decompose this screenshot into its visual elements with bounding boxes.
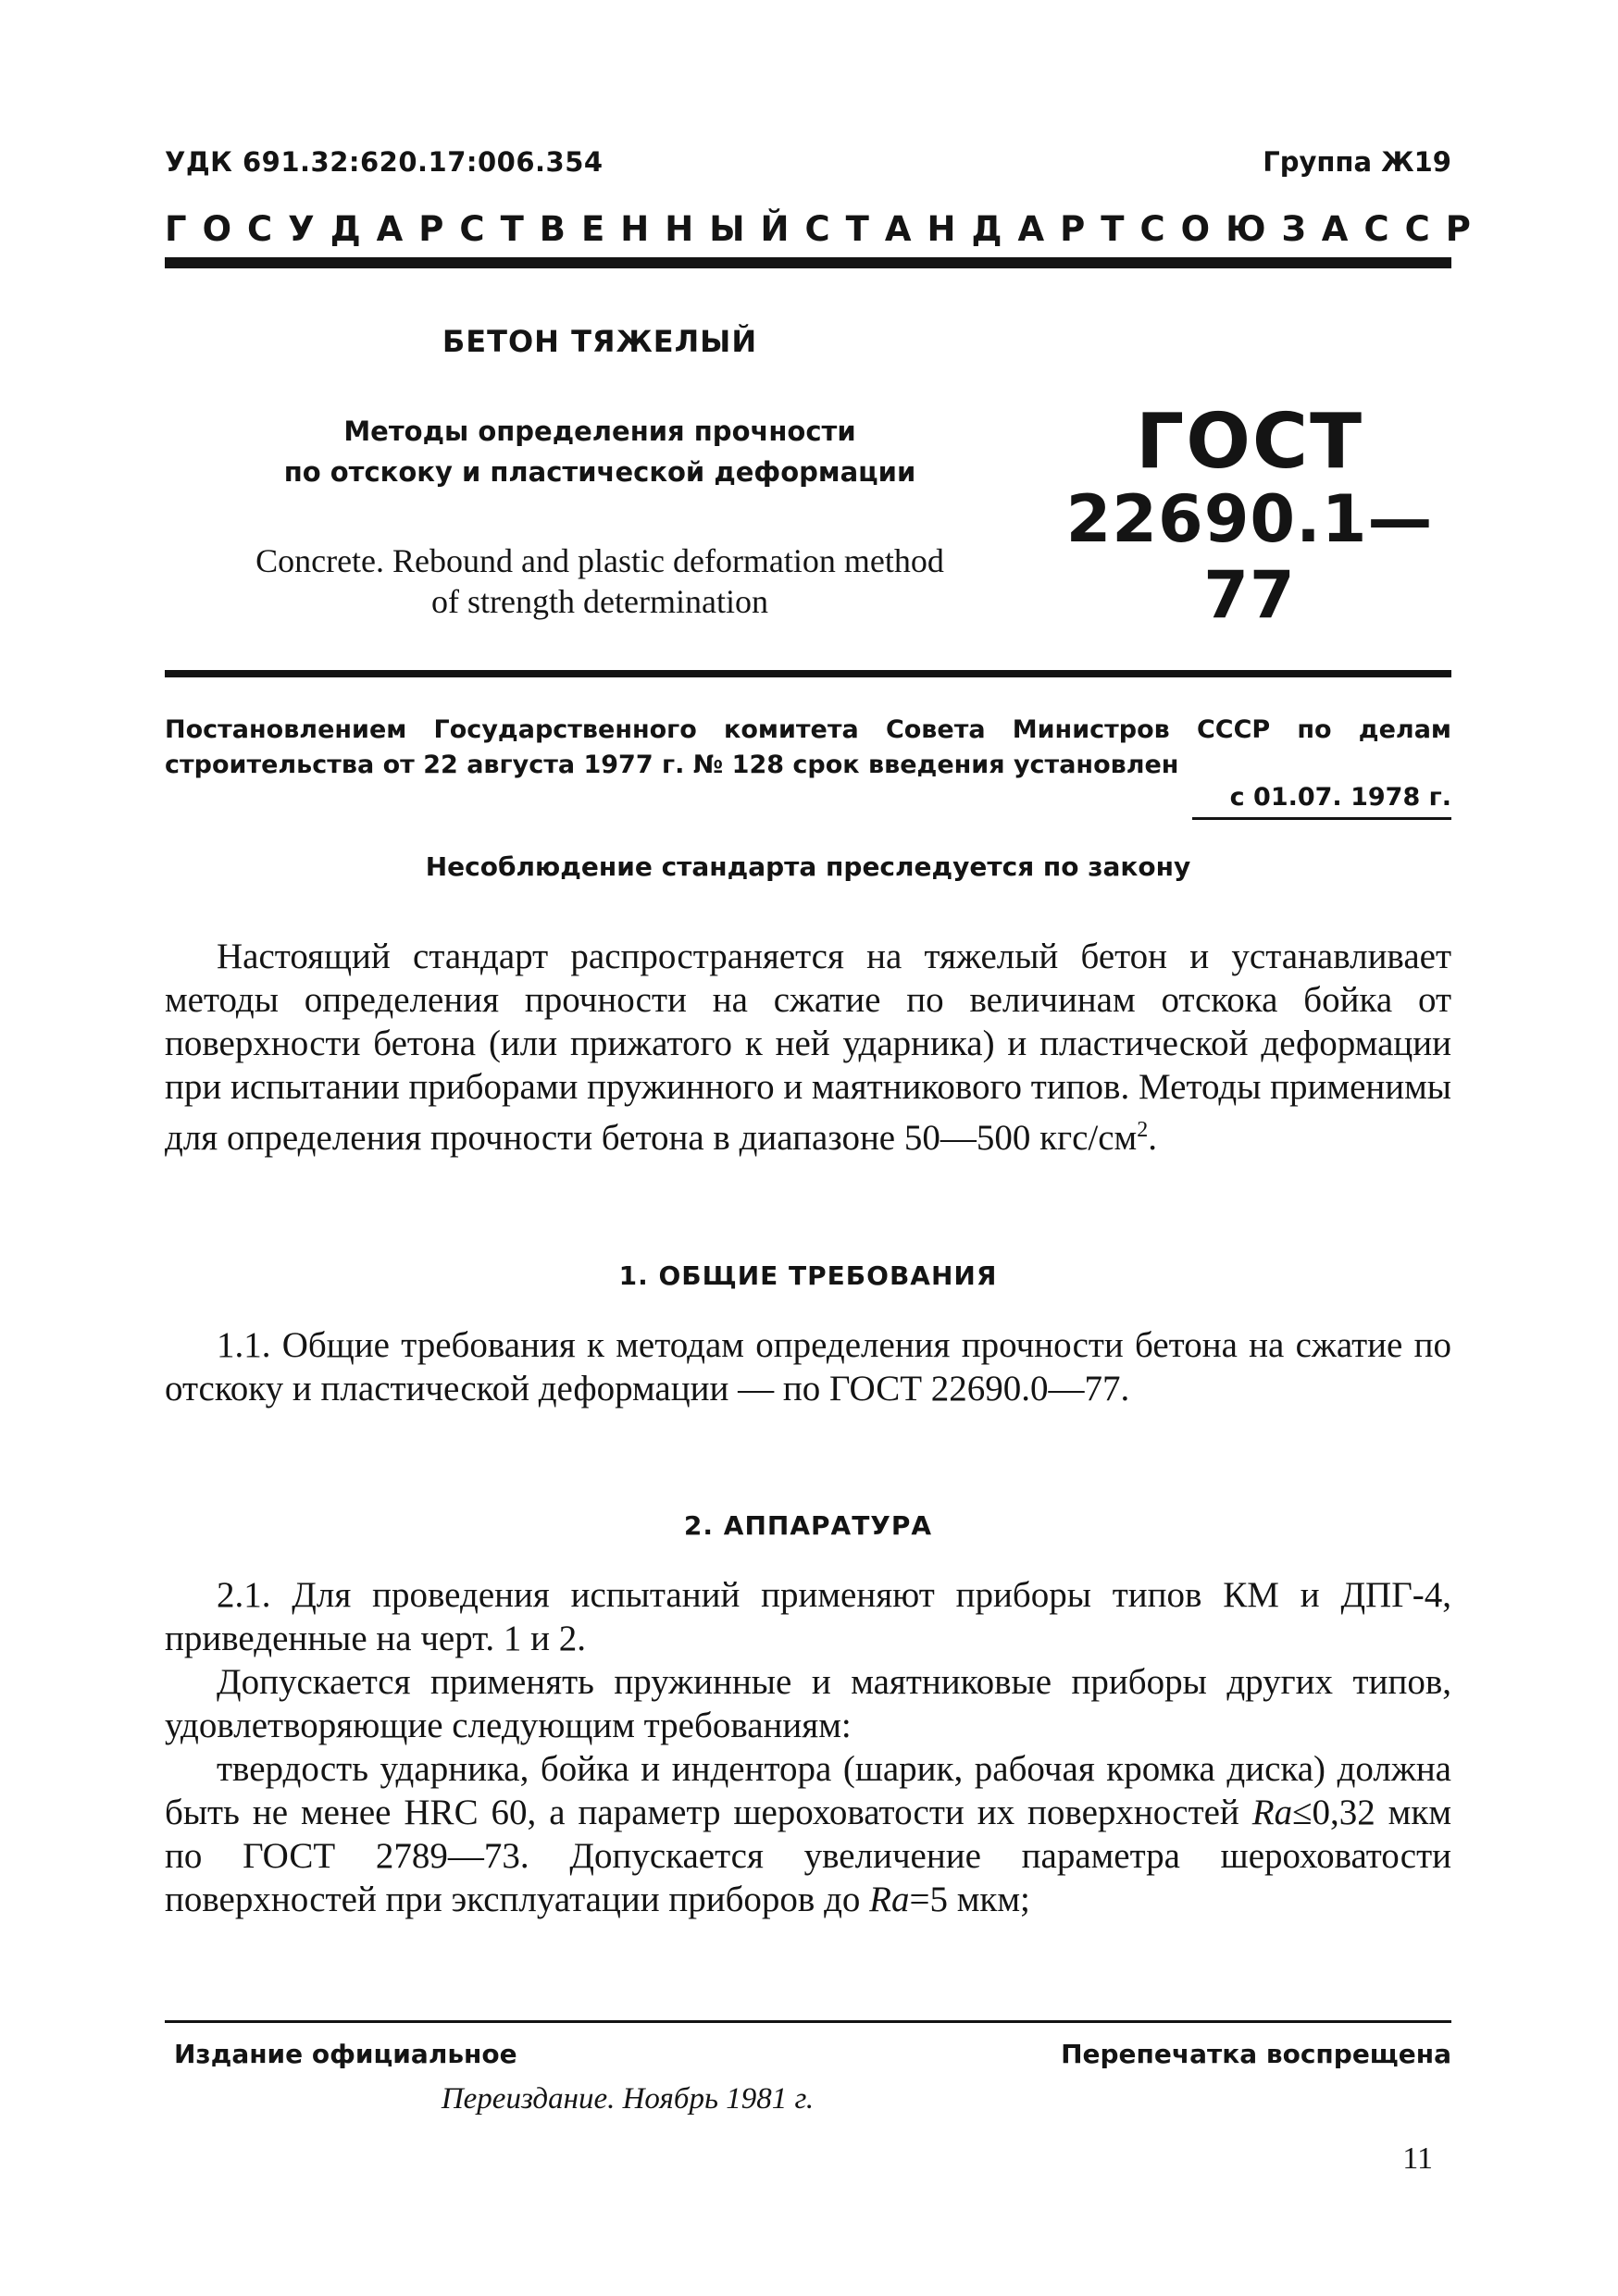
effective-date: с 01.07. 1978 г. xyxy=(1192,783,1451,820)
bottom-rule-divider xyxy=(165,2020,1451,2023)
intro-end: . xyxy=(1148,1118,1157,1158)
section-2-heading: 2. АППАРАТУРА xyxy=(683,1510,933,1541)
paragraph-2-1-allowance: Допускается применять пружинные и маятниковые приборы других типов, удовлетворяющие следующим требованиям: xyxy=(165,1662,1451,1745)
udk-code: УДК 691.32:620.17:006.354 xyxy=(165,146,604,178)
intro-text: Настоящий стандарт распространяется на тяжелый бетон и устанавливает методы определения прочности на сжатие по величинам отскока бойка от поверхности бетона (или прижатого к ней ударника) и пластической деформации при испытании приборами пружинного и маятникового типов. Методы применимы для определения прочности бетона в диапазоне 50—500 кгс/см xyxy=(165,937,1452,1158)
section-1-heading: 1. ОБЩИЕ ТРЕБОВАНИЯ xyxy=(618,1260,998,1291)
intro-superscript: 2 xyxy=(1137,1118,1149,1142)
ra-symbol-1: Ra xyxy=(1251,1793,1293,1832)
requirements-text-c: =5 мкм; xyxy=(909,1880,1030,1919)
document-subtitle xyxy=(165,411,1035,492)
paragraph-1-1: 1.1. Общие требования к методам определения прочности бетона на сжатие по отскоку и пластической деформации — по ГОСТ 22690.0—77. xyxy=(165,1325,1451,1409)
requirements-text-b: ≤0,32 мкм по ГОСТ 2789—73. Допускается увеличение параметра шероховатости поверхностей при эксплуатации приборов до xyxy=(165,1793,1451,1919)
banner-word-2: СТАНДАРТ xyxy=(804,209,1140,249)
reissue-note: Переиздание. Ноябрь 1981 г. xyxy=(441,2082,815,2116)
gost-label: ГОСТ xyxy=(1135,398,1364,486)
english-title-line-1: Concrete. Rebound and plastic deformation method xyxy=(255,542,944,579)
paragraph-2-1-requirements xyxy=(165,1747,1451,1921)
paragraph-2-1: 2.1. Для проведения испытаний применяют приборы типов КМ и ДПГ-4, приведенные на черт. 1 и 2. xyxy=(165,1575,1451,1658)
standard-banner xyxy=(165,209,1487,249)
banner-word-1: ГОСУДАРСТВЕННЫЙ xyxy=(165,209,805,249)
middle-rule-divider xyxy=(165,670,1451,677)
document-title: БЕТОН ТЯЖЕЛЫЙ xyxy=(442,324,758,359)
page-number: 11 xyxy=(1402,2141,1433,2176)
subtitle-line-2: по отскоку и пластической деформации xyxy=(283,456,916,488)
gost-number: 22690.1—77 xyxy=(1065,481,1434,633)
intro-paragraph xyxy=(165,935,1451,1160)
decree-text: Постановлением Государственного комитета Совета Министров СССР по делам строительства от 22 августа 1977 г. № 128 срок введения установлен xyxy=(165,715,1451,779)
banner-word-3: СОЮЗА xyxy=(1139,209,1364,249)
group-code: Группа Ж19 xyxy=(1263,146,1451,178)
english-title-line-2: of strength determination xyxy=(431,583,768,620)
legal-warning: Несоблюдение стандарта преследуется по закону xyxy=(425,851,1191,882)
ra-symbol-2: Ra xyxy=(869,1880,910,1919)
edition-note: Издание официальное xyxy=(174,2039,517,2069)
requirements-text-a: твердость ударника, бойка и индентора (шарик, рабочая кромка диска) должна быть не менее HRC 60, а параметр шероховатости их поверхностей xyxy=(165,1749,1451,1832)
top-rule-divider xyxy=(165,257,1451,268)
subtitle-line-1: Методы определения прочности xyxy=(343,416,856,447)
section-2-body xyxy=(165,1573,1451,1921)
banner-word-4: ССР xyxy=(1363,209,1487,249)
reprint-note: Перепечатка воспрещена xyxy=(1061,2039,1451,2069)
english-title xyxy=(165,540,1035,622)
